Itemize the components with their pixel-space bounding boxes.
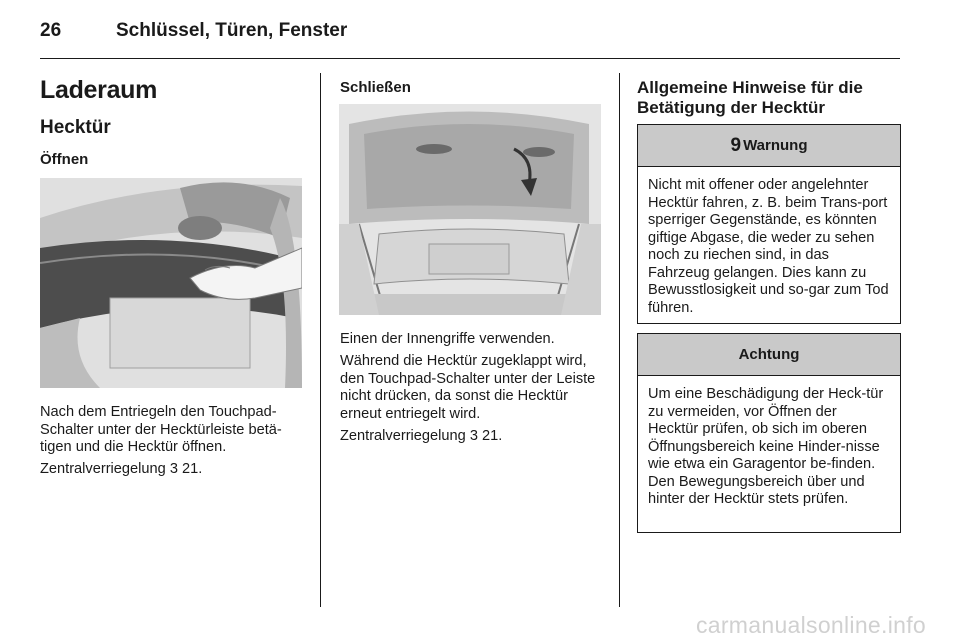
heading-oeffnen: Öffnen: [40, 151, 89, 168]
heading-hinweise-line2: Betätigung der Hecktür: [637, 98, 825, 117]
xref-label: Zentralverriegelung: [40, 461, 166, 477]
tailgate-closing-illustration: [339, 104, 601, 315]
xref-arrow-icon: 3: [169, 461, 178, 477]
caution-text: Um eine Beschädigung der Heck-tür zu vermeiden, vor Öffnen der Hecktür prüfen, ob sich im oberen Öffnungsbereich keine Hinder-nisse wie etwa ein Garagentor be-finden. Den Bewegungsbereich über und hinter der Hecktür stets prüfen.: [648, 386, 884, 507]
heading-schliessen: Schließen: [340, 79, 411, 96]
warning-box: [637, 124, 901, 324]
page-number: 26: [40, 20, 62, 41]
xref-page: 21.: [482, 428, 503, 444]
header-rule: [40, 58, 900, 59]
caution-box: [637, 333, 901, 533]
column-divider-2: [619, 73, 620, 607]
warning-title: Warnung: [743, 137, 808, 154]
figure-tailgate-closing: [339, 104, 601, 315]
column-divider-1: [320, 73, 321, 607]
body-schliessen-1: Einen der Innengriffe verwenden.: [340, 331, 555, 347]
watermark: carmanualsonline.info: [695, 612, 926, 638]
xref-arrow-icon: 3: [469, 428, 478, 444]
warning-triangle-icon: 9: [730, 134, 742, 156]
caution-title: Achtung: [738, 346, 800, 363]
body-schliessen-2: Während die Hecktür zugeklappt wird, den Touchpad-Schalter unter der Leiste nicht drücken, da sonst die Hecktür erneut entriegelt wird.: [340, 353, 596, 422]
xref-label: Zentralverriegelung: [340, 428, 466, 444]
tailgate-opening-illustration: [40, 178, 302, 388]
section-title: Laderaum: [40, 76, 158, 104]
warning-text: Nicht mit offener oder angelehnter Hecktür fahren, z. B. beim Trans-port sperriger Gegenstände, es könnten giftige Abgase, die weder zu sehen noch zu riechen sind, in das Fahrzeug gelangen. Dies kann zu Bewusstlosigkeit und so-gar zum Tod führen.: [648, 177, 889, 316]
subsection-title: Hecktür: [40, 117, 111, 138]
figure-tailgate-opening: [40, 178, 302, 388]
heading-hinweise-line1: Allgemeine Hinweise für die: [637, 78, 863, 97]
xref-oeffnen: [40, 461, 308, 479]
xref-page: 21.: [182, 461, 203, 477]
body-oeffnen: Nach dem Entriegeln den Touchpad-Schalter unter der Hecktürleiste betä-tigen und die Hecktür öffnen.: [40, 404, 282, 455]
xref-schliessen: [340, 428, 608, 446]
caution-header: [638, 334, 900, 376]
warning-header: [638, 125, 900, 167]
chapter-title: Schlüssel, Türen, Fenster: [116, 20, 348, 41]
